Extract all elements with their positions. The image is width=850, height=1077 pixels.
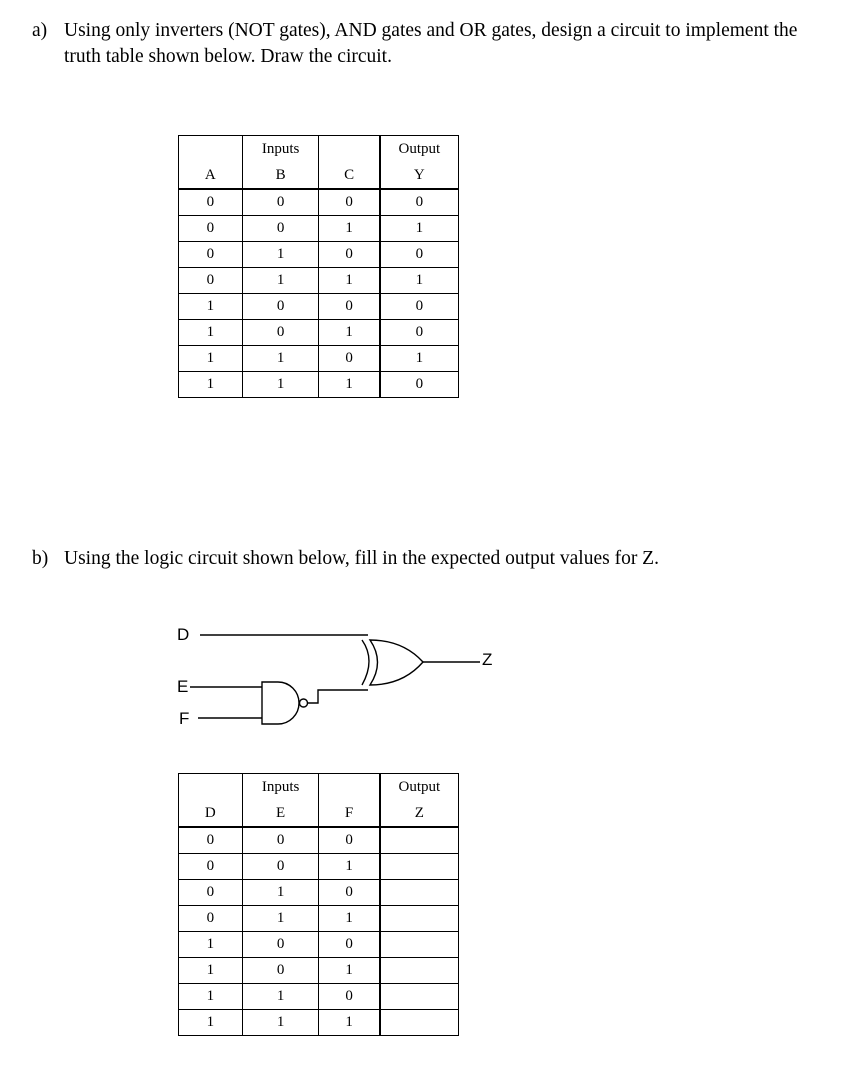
- table-row: [179, 268, 459, 294]
- table-cell: 1: [179, 958, 243, 984]
- question-a-label: a): [32, 20, 48, 41]
- table-cell: 1: [179, 1010, 243, 1036]
- table-cell: 1: [380, 216, 459, 242]
- table-cell: 0: [179, 906, 243, 932]
- table-cell: 1: [319, 854, 380, 880]
- table-cell: 1: [319, 320, 380, 346]
- table-cell: 0: [242, 294, 319, 320]
- table-cell: 1: [242, 268, 319, 294]
- table-cell: 1: [242, 242, 319, 268]
- answer-cell[interactable]: [380, 984, 459, 1010]
- table-row: [179, 1010, 459, 1036]
- table-cell: 1: [319, 216, 380, 242]
- table-row: [179, 216, 459, 242]
- table-cell: 0: [319, 242, 380, 268]
- xor-input-curve: [362, 640, 369, 685]
- table-cell: 0: [179, 242, 243, 268]
- table-cell: 1: [179, 320, 243, 346]
- column-header: A: [179, 163, 243, 189]
- table-cell: 0: [380, 372, 459, 398]
- question-b-text: Using the logic circuit shown below, fill in the expected output values for Z.: [64, 548, 659, 569]
- table-row: [179, 984, 459, 1010]
- table-cell: 1: [380, 268, 459, 294]
- nand-gate: [262, 682, 299, 724]
- input-label-e: E: [177, 677, 189, 696]
- column-header: B: [242, 163, 319, 189]
- output-header: Output: [380, 136, 459, 164]
- table-row: [179, 294, 459, 320]
- table-cell: 0: [319, 189, 380, 216]
- table-row: [179, 346, 459, 372]
- table-cell: 1: [319, 268, 380, 294]
- table-cell: 1: [179, 932, 243, 958]
- table-cell: 0: [319, 346, 380, 372]
- answer-cell[interactable]: [380, 958, 459, 984]
- table-cell: 1: [242, 906, 319, 932]
- table-cell: 0: [319, 932, 380, 958]
- table-cell: 0: [380, 242, 459, 268]
- nand-bubble: [300, 699, 308, 707]
- table-cell: 0: [179, 189, 243, 216]
- inputs-header: Inputs: [242, 774, 319, 802]
- table-cell: 0: [179, 854, 243, 880]
- answer-cell[interactable]: [380, 880, 459, 906]
- table-cell: 0: [319, 984, 380, 1010]
- question-a: [32, 18, 832, 70]
- table-cell: 1: [319, 1010, 380, 1036]
- inputs-header: Inputs: [242, 136, 319, 164]
- table-cell: 1: [242, 984, 319, 1010]
- table-cell: 0: [319, 880, 380, 906]
- table-row: [179, 932, 459, 958]
- table-cell: 1: [179, 346, 243, 372]
- table-cell: 0: [179, 880, 243, 906]
- table-cell: 1: [319, 906, 380, 932]
- answer-cell[interactable]: [380, 932, 459, 958]
- question-b-label: b): [32, 548, 49, 569]
- column-header: D: [179, 801, 243, 827]
- table-cell: 0: [380, 189, 459, 216]
- column-header: F: [319, 801, 380, 827]
- column-header: Y: [380, 163, 459, 189]
- column-header: C: [319, 163, 380, 189]
- table-cell: 0: [242, 932, 319, 958]
- table-cell: 0: [179, 216, 243, 242]
- table-cell: 0: [319, 294, 380, 320]
- answer-cell[interactable]: [380, 906, 459, 932]
- table-cell: 0: [242, 854, 319, 880]
- table-row: [179, 242, 459, 268]
- table-header-row: [179, 801, 459, 827]
- table-cell: 0: [242, 320, 319, 346]
- answer-cell[interactable]: [380, 854, 459, 880]
- column-header: E: [242, 801, 319, 827]
- table-cell: 1: [242, 372, 319, 398]
- answer-cell[interactable]: [380, 827, 459, 854]
- table-cell: 0: [380, 294, 459, 320]
- output-label-z: Z: [482, 650, 493, 669]
- table-cell: 1: [319, 958, 380, 984]
- table-cell: 0: [242, 958, 319, 984]
- table-row: [179, 880, 459, 906]
- table-cell: 1: [380, 346, 459, 372]
- answer-cell[interactable]: [380, 1010, 459, 1036]
- xor-gate: [370, 640, 423, 685]
- wire-nand-out: [308, 690, 369, 703]
- table-cell: 1: [242, 346, 319, 372]
- table-row: [179, 958, 459, 984]
- table-row: [179, 854, 459, 880]
- table-cell: 0: [242, 827, 319, 854]
- table-cell: 0: [319, 827, 380, 854]
- truth-table-a: [178, 135, 459, 398]
- table-cell: 1: [179, 372, 243, 398]
- column-header: Z: [380, 801, 459, 827]
- truth-table-b: [178, 773, 459, 1036]
- input-label-d: D: [177, 625, 190, 644]
- table-row: [179, 372, 459, 398]
- output-header: Output: [380, 774, 459, 802]
- table-row: [179, 320, 459, 346]
- table-cell: 1: [242, 1010, 319, 1036]
- table-cell: 1: [179, 294, 243, 320]
- question-a-text-line2: truth table shown below. Draw the circuit.: [64, 46, 392, 67]
- table-cell: 0: [179, 827, 243, 854]
- table-row: [179, 189, 459, 216]
- table-cell: 1: [319, 372, 380, 398]
- table-row: [179, 827, 459, 854]
- table-cell: 1: [179, 984, 243, 1010]
- question-a-text-line1: Using only inverters (NOT gates), AND gates and OR gates, design a circuit to implement the: [64, 20, 798, 41]
- table-cell: 0: [242, 216, 319, 242]
- table-cell: 0: [380, 320, 459, 346]
- table-cell: 1: [242, 880, 319, 906]
- input-label-f: F: [179, 709, 190, 728]
- table-cell: 0: [179, 268, 243, 294]
- table-row: [179, 906, 459, 932]
- logic-circuit-diagram: [0, 610, 850, 750]
- table-header-row: [179, 163, 459, 189]
- question-b: [32, 546, 832, 572]
- table-cell: 0: [242, 189, 319, 216]
